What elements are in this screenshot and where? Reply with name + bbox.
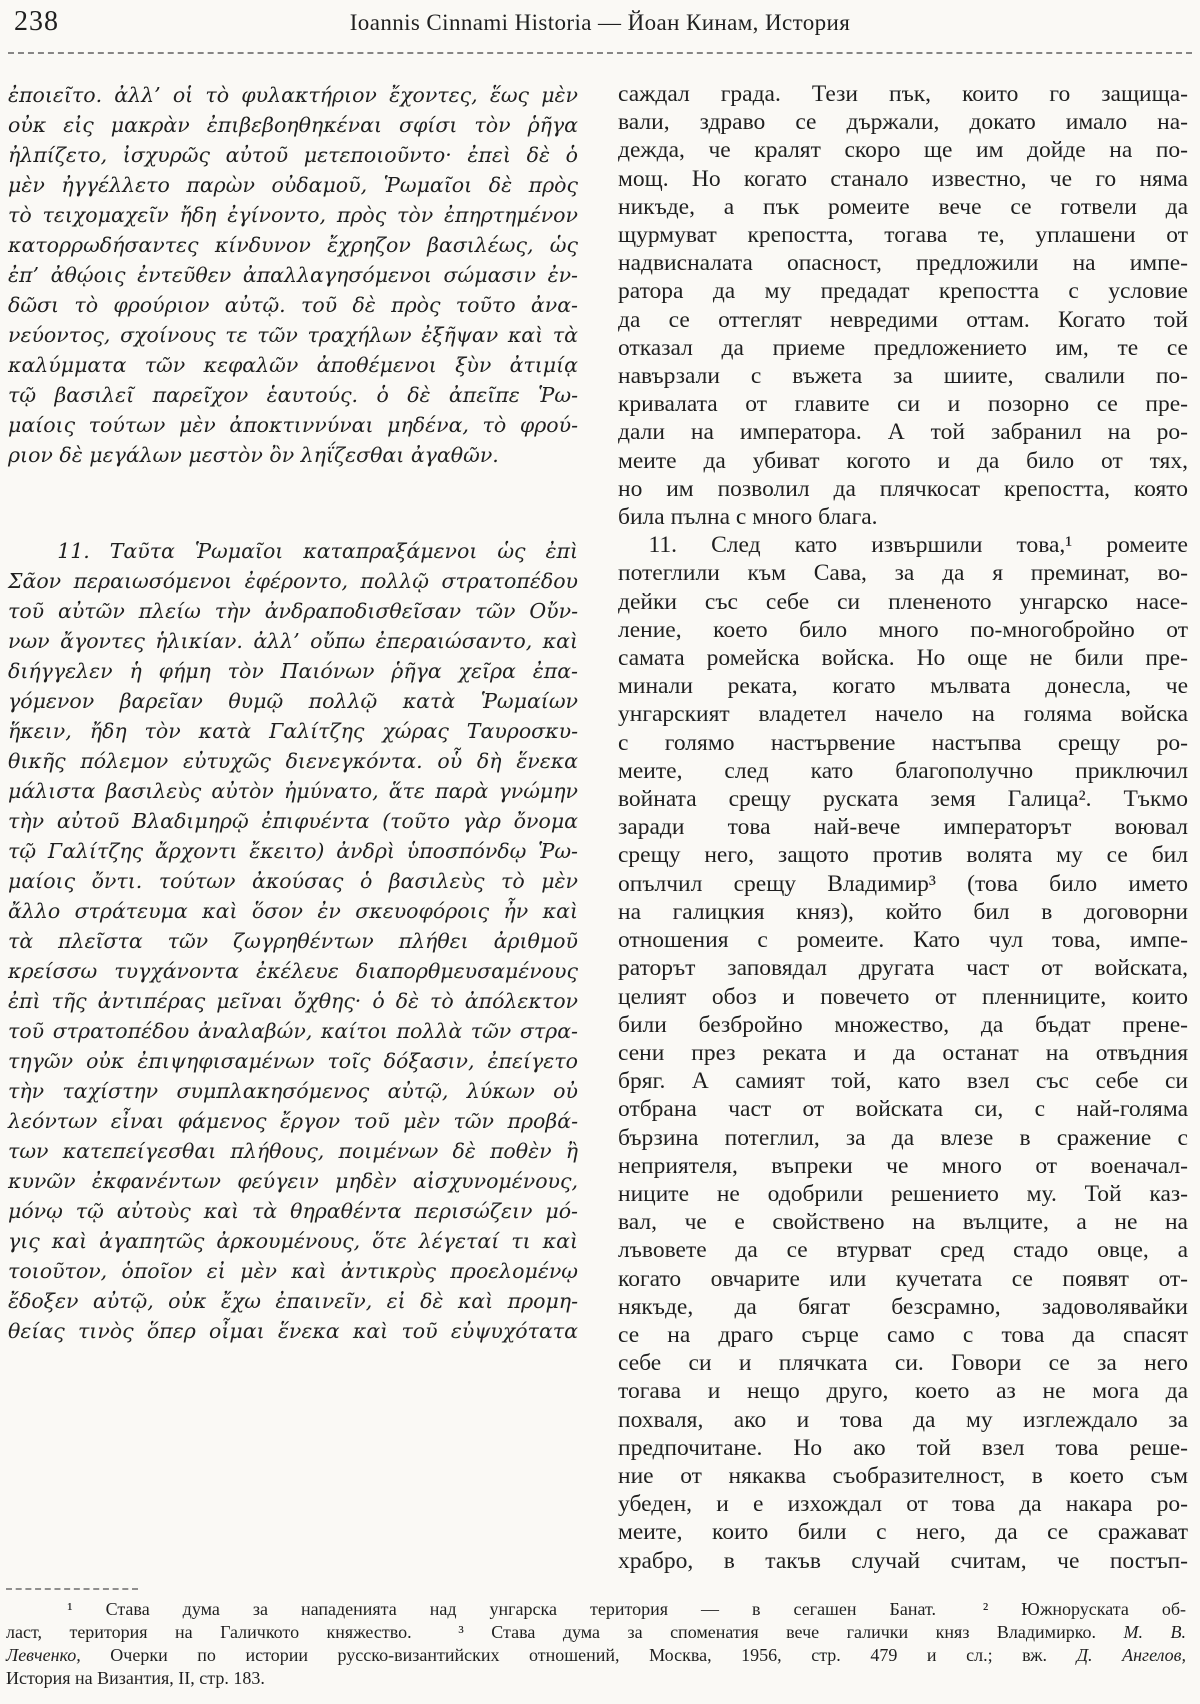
page-header (0, 6, 1200, 44)
greek-text-line: τὴν ταχίστην συμπλακησόμενος αὐτῷ, λύκων οὐ (8, 1079, 578, 1103)
bulgarian-text-line: дежда, че кралят скоро ще им дойде на по- (618, 137, 1188, 164)
greek-text-line: γις καὶ ἀγαπητῶς ἀρκουμένους, ὅτε λέγεταί τι καὶ (8, 1229, 578, 1253)
greek-text-line: νων ἄγοντες ἡλικίαν. ἀλλ’ οὔπω ἐπεραιώσαντο, καὶ (8, 629, 578, 653)
bulgarian-text-line: навързали с въжета за шиите, свалили по- (618, 363, 1188, 390)
bulgarian-text-line: минали реката, когато мълвата донесла, че (618, 673, 1188, 700)
bulgarian-text-line: опълчил срещу Владимир³ (това било името (618, 870, 1188, 897)
greek-text-line: γόμενον βαρεῖαν θυμῷ πολλῷ κατὰ Ῥωμαίων (8, 689, 578, 713)
greek-text-line: διήγγελεν ἡ φήμη τὸν Παιόνων ῥῆγα χεῖρα ἐπα- (8, 659, 578, 683)
bulgarian-text-line: дейки със себе си плененото унгарско насе- (618, 588, 1188, 615)
greek-text-line: ἐπ’ ἀθῴοις ἐντεῦθεν ἀπαλλαγησόμενοι σώμασιν ἐν- (8, 263, 578, 287)
bulgarian-text-line: сени през реката и да останат на отвъдния (618, 1039, 1188, 1066)
greek-text-line: κρείσσω τυγχάνοντα ἐκέλευε διαπορθμευσαμένους (8, 959, 578, 983)
footnotes (6, 1588, 1186, 1690)
bulgarian-text-line: унгарският владетел начело на голяма войска (618, 701, 1188, 728)
bulgarian-text-line: предпочитане. Но ако той взел това реше- (618, 1434, 1188, 1461)
bulgarian-text-line: войната срещу руската земя Галица². Тъкмо (618, 786, 1188, 813)
greek-text-line: τῷ Γαλίτζης ἄρχοντι ἔκειτο) ἀνδρὶ ὑποσπόνδῳ Ῥω- (8, 839, 578, 863)
greek-text-line: κυνῶν ἐκφανέντων φεύγειν μηδὲν αἰσχυνομένους, (8, 1169, 578, 1193)
footnote-line: ласт, територия на Галичкото княжество. ³ Става дума за споменатия вече галички княз Владимирко. М. В. (6, 1622, 1186, 1642)
greek-text-line: δῶσι τὸ φρούριον αὐτῷ. τοῦ δὲ πρὸς τοῦτο ἀνα- (8, 293, 578, 317)
greek-text-line: ἔδοξεν αὐτῷ, οὐκ ἔχω ἐπαινεῖν, εἰ δὲ καὶ προμη- (8, 1289, 578, 1313)
greek-text-line: τηγῶν οὐκ ἐπιψηφισαμένων τοῖς δόξασιν, ἐπείγετο (8, 1049, 578, 1073)
greek-text-line: καλύμματα τῶν κεφαλῶν ἀποθέμενοι ξὺν ἀτιμίᾳ (8, 353, 578, 377)
bulgarian-text-line: щурмуват крепостта, тогава те, уплашени от (618, 222, 1188, 249)
bulgarian-text-line: ление, което било много по-многобройно от (618, 616, 1188, 643)
greek-text-line: νεύοντος, σχοίνους τε τῶν τραχήλων ἐξῆψαν καὶ τὰ (8, 323, 578, 347)
greek-text-line: ἄλλο στράτευμα καὶ ὅσον ἐν σκευοφόροις ἦν καὶ (8, 899, 578, 923)
bulgarian-text-line: тогава и нещо друго, което аз не мога да (618, 1378, 1188, 1405)
greek-text-line: τὸ τειχομαχεῖν ἤδη ἐγίνοντο, πρὸς τὸν ἐπηρτημένον (8, 203, 578, 227)
greek-text-line: ἐποιεῖτο. ἀλλ’ οἱ τὸ φυλακτήριον ἔχοντες, ἕως μὲν (8, 83, 578, 107)
greek-paragraph-end-10 (8, 80, 578, 470)
greek-text-line: τὴν αὐτοῦ Βλαδιμηρῷ ἐπιφυέντα (τοῦτο γὰρ ὄνομα (8, 809, 578, 833)
bulgarian-paragraph-11 (618, 531, 1188, 1575)
bulgarian-text-line: потеглили към Сава, за да я преминат, во- (618, 560, 1188, 587)
greek-text-line: ἥκειν, ἤδη τὸν κατὰ Γαλίτζης χώρας Ταυροσκυ- (8, 719, 578, 743)
bulgarian-text-line: когато овчарите или кучетата се появят от- (618, 1265, 1188, 1292)
greek-text-column (8, 80, 578, 1575)
bulgarian-text-line: раторът заповядал другата част от войската, (618, 955, 1188, 982)
greek-text-line: μόνῳ τῷ αὐτοὺς καὶ τὰ θηραθέντα περισώζειν μό- (8, 1199, 578, 1223)
footnote-separator-rule (6, 1588, 138, 1590)
bulgarian-text-line: дали на императора. А той забранил на ро- (618, 419, 1188, 446)
bulgarian-text-line: ние от някаква съобразителност, в което съм (618, 1462, 1188, 1489)
greek-text-line: μάλιστα βασιλεὺς αὐτὸν ἠμύνατο, ἅτε παρὰ γνώμην (8, 779, 578, 803)
bulgarian-text-line: ратора да му предадат крепостта с условие (618, 278, 1188, 305)
bulgarian-text-line: надвисналата опасност, предложили на импе- (618, 250, 1188, 277)
greek-text-line: οὐκ εἰς μακρὰν ἐπιβεβοηθηκέναι σφίσι τὸν ῥῆγα (8, 113, 578, 137)
greek-text-line: τοῦ αὐτῶν πλείω τὴν ἀνδραποδισθεῖσαν τῶν Οὔν- (8, 599, 578, 623)
bulgarian-text-line: самата ромейска войска. Но още не били пре- (618, 645, 1188, 672)
bulgarian-text-line: някъде, да бягат безсрамно, задоволявайки (618, 1293, 1188, 1320)
greek-text-line: μὲν ἠγγέλλετο παρὼν οὐδαμοῦ, Ῥωμαῖοι δὲ πρὸς (8, 173, 578, 197)
greek-text-line: θικῆς πόλεμον εὐτυχῶς διενεγκόντα. οὗ δὴ ἕνεκα (8, 749, 578, 773)
bulgarian-text-line: вали, здраво се държали, докато имало на- (618, 109, 1188, 136)
bulgarian-text-line: били безбройно множество, да бъдат прене- (618, 1011, 1188, 1038)
bulgarian-text-line: отказал да приеме предложението им, те се (618, 334, 1188, 361)
greek-text-line: 11. Ταῦτα Ῥωμαῖοι καταπραξάμενοι ὡς ἐπὶ (57, 539, 578, 563)
greek-text-line: Σᾶον περαιωσόμενοι ἐφέροντο, πολλῷ στρατοπέδου (8, 569, 578, 593)
greek-text-line: τῷ βασιλεῖ παρεῖχον ἑαυτούς. ὁ δὲ ἀπεῖπε Ῥω- (8, 383, 578, 407)
bulgarian-text-line: вал, че е свойствено на вълците, а не на (618, 1209, 1188, 1236)
greek-paragraph-11 (8, 536, 578, 1346)
bulgarian-text-line: на галицкия княз), който бил в договорни (618, 898, 1188, 925)
bulgarian-text-line: с голямо настървение настъпва срещу ро- (618, 729, 1188, 756)
bulgarian-text-line: бряг. А самият той, като взел със себе си (618, 1068, 1188, 1095)
bulgarian-text-line: убеден, и е изхождал от това да накара ро- (618, 1491, 1188, 1518)
bulgarian-text-line: саждал града. Тези пък, които го защища- (618, 81, 1188, 107)
bulgarian-text-line: мощ. Но когато станало известно, че го няма (618, 165, 1188, 192)
bulgarian-text-line: 11. След като извършили това,¹ ромеите (648, 532, 1188, 559)
bulgarian-text-line: никъде, а пък ромеите вече се готвели да (618, 193, 1188, 220)
header-rule (8, 52, 1192, 54)
bulgarian-text-line: ниците не одобрили решението му. Той каз- (618, 1180, 1188, 1207)
bulgarian-text-line: храбро, в такъв случай считам, че постъп- (618, 1547, 1188, 1574)
footnote-line: ¹ Става дума за нападенията над унгарска територия — в сегашен Банат. ² Южноруската об- (67, 1599, 1186, 1619)
greek-text-line: τοιοῦτον, ὁποῖον εἰ μὲν καὶ ἀντικρὺς προελομένῳ (8, 1259, 578, 1283)
greek-text-line: μαίοις τούτων μὲν ἀποκτιννύναι μηδένα, τὸ φρού- (8, 413, 578, 437)
greek-text-line: λεόντων εἶναι φάμενος ἔργον τοῦ μὲν τῶν προβά- (8, 1109, 578, 1133)
page-number: 238 (14, 6, 59, 37)
bulgarian-text-column (618, 80, 1188, 1575)
bulgarian-text-line: неприятеля, въпреки че много от военачал- (618, 1152, 1188, 1179)
bulgarian-text-line: меите, след като благополучно приключил (618, 757, 1188, 784)
bulgarian-text-line: себе си и плячката си. Говори се за него (618, 1350, 1188, 1377)
bulgarian-text-line: похваля, ако и това да му изглеждало за (618, 1406, 1188, 1433)
greek-text-line: ἠλπίζετο, ἰσχυρῶς αὐτοῦ μετεποιοῦντο· ἐπεὶ δὲ ὁ (8, 143, 578, 167)
greek-text-line: ριον δὲ μεγάλων μεστὸν ὂν ληΐζεσθαι ἀγαθῶν. (8, 443, 499, 467)
greek-text-line: μαίοις ὄντι. τούτων ἀκούσας ὁ βασιλεὺς τὸ μὲν (8, 869, 578, 893)
bulgarian-text-line: меите, които били с него, да се сражават (618, 1519, 1188, 1546)
two-column-text (8, 80, 1188, 1575)
footnote-line: История на Византия, II, стр. 183. (6, 1668, 265, 1688)
bulgarian-text-line: целият обоз и повечето от пленниците, които (618, 983, 1188, 1010)
bulgarian-text-line: заради това най-вече императорът воювал (618, 814, 1188, 841)
bulgarian-text-line: да се оттеглят невредими оттам. Когато той (618, 306, 1188, 333)
greek-text-line: τὰ πλεῖστα τῶν ζωγρηθέντων πλήθει ἀριθμοῦ (8, 929, 578, 953)
greek-text-line: τοῦ στρατοπέδου ἀναλαβών, καίτοι πολλὰ τῶν στρα- (8, 1019, 578, 1043)
running-title: Ioannis Cinnami Historia — Йоан Кинам, История (349, 10, 851, 35)
greek-text-line: θείας τινὸς ὅπερ οἶμαι ἕνεκα καὶ τοῦ εὐψυχότατα (8, 1319, 578, 1343)
greek-text-line: των κατεπείγεσθαι πλήθους, ποιμένων δὲ ποθὲν ἢ (8, 1139, 578, 1163)
bulgarian-text-line: отбрана част от войската си, с най-голяма (618, 1096, 1188, 1123)
greek-text-line: ἐπὶ τῆς ἀντιπέρας μεῖναι ὄχθης· ὁ δὲ τὸ ἀπόλεκτον (8, 989, 578, 1013)
bulgarian-text-line: се на драго сърце само с това да спасят (618, 1321, 1188, 1348)
bulgarian-text-line: отношения с ромеите. Като чул това, импе- (618, 927, 1188, 954)
bulgarian-text-line: бързина потеглил, за да влезе в сражение с (618, 1124, 1188, 1151)
bulgarian-text-line: но им позволил да плячкосат крепостта, която (618, 475, 1188, 502)
bulgarian-text-line: лъвовете да се втурват сред стадо овце, а (618, 1237, 1188, 1264)
bulgarian-text-line: меите да убиват когото и да било от тях, (618, 447, 1188, 474)
bulgarian-text-line: кривалата от главите си и позорно се пре- (618, 391, 1188, 418)
bulgarian-text-line: била пълна с много блага. (618, 504, 878, 531)
bulgarian-paragraph-end-10 (618, 80, 1188, 531)
greek-text-line: κατορρωδήσαντες κίνδυνον ἔχρηζον βασιλέως, ὡς (8, 233, 578, 257)
footnote-line: Левченко, Очерки по истории русско-византийских отношений, Москва, 1956, стр. 479 и сл.; вж. Д. Ангелов, (6, 1645, 1186, 1665)
bulgarian-text-line: срещу него, защото против волята му се бил (618, 842, 1188, 869)
footnote-lines (6, 1598, 1186, 1690)
